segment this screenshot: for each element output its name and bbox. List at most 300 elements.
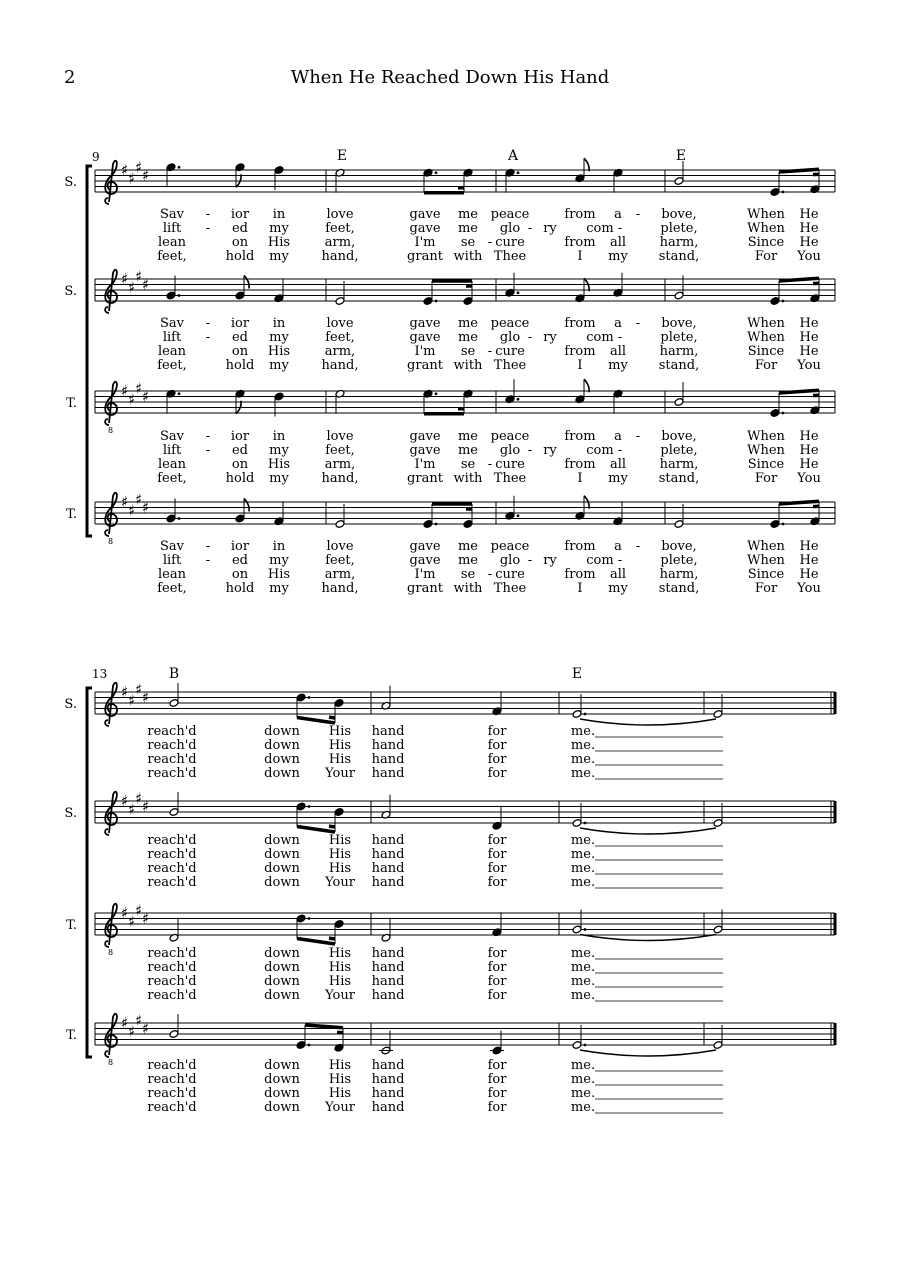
lyric-syllable: hand — [371, 861, 405, 876]
lyric-syllable: hand — [371, 974, 405, 989]
lyric-syllable: His — [328, 974, 352, 989]
lyric-syllable: harm, — [659, 457, 699, 472]
lyric-syllable: me. — [570, 847, 596, 862]
lyric-syllable: on — [231, 235, 249, 250]
lyric-syllable: ry — [543, 443, 557, 458]
lyric-syllable: reach'd — [147, 946, 197, 961]
lyric-syllable: me — [457, 443, 479, 458]
lyric-syllable: se — [460, 235, 476, 250]
lyric-syllable: reach'd — [147, 875, 197, 890]
lyric-syllable: reach'd — [147, 738, 197, 753]
lyric-syllable: reach'd — [147, 847, 197, 862]
lyric-syllable: Your — [325, 875, 355, 890]
lyric-syllable: with — [453, 249, 483, 264]
note-dot — [584, 822, 587, 825]
lyric-syllable: He — [799, 553, 819, 568]
sharp-icon: ♯ — [121, 792, 129, 810]
lyric-syllable: glo — [499, 221, 521, 236]
lyric-syllable: lean — [158, 235, 186, 250]
sharp-icon: ♯ — [135, 789, 143, 808]
lyric-syllable: Since — [747, 344, 785, 359]
page-number: 2 — [64, 67, 76, 88]
note-dot — [782, 523, 785, 526]
lyric-syllable: down — [264, 988, 300, 1003]
lyric-syllable: hand — [371, 766, 405, 781]
lyric-syllable: from — [564, 539, 596, 554]
sharp-icon: ♯ — [121, 683, 129, 701]
sharp-icon: ♯ — [121, 161, 129, 179]
sharp-icon: ♯ — [135, 490, 143, 509]
lyric-syllable: me — [457, 553, 479, 568]
lyric-syllable: - — [487, 567, 493, 582]
lyric-syllable: Sav — [159, 207, 185, 222]
system-bracket — [87, 166, 92, 536]
lyric-syllable: For — [754, 249, 778, 264]
lyric-syllable: se — [460, 344, 476, 359]
lyric-syllable: bove, — [661, 429, 697, 444]
lyric-syllable: all — [609, 235, 627, 250]
lyric-syllable: gave — [409, 429, 441, 444]
lyric-syllable: for — [487, 833, 507, 848]
note-flag — [244, 276, 249, 289]
sharp-icon: ♯ — [135, 158, 143, 177]
note-dot — [782, 300, 785, 303]
lyric-syllable: arm, — [324, 457, 356, 472]
note-dot — [178, 166, 181, 169]
lyric-syllable: I — [577, 581, 583, 596]
sharp-icon: ♯ — [142, 797, 150, 816]
lyric-syllable: He — [799, 316, 819, 331]
part-name: S. — [64, 697, 77, 712]
lyric-syllable: - — [205, 316, 211, 331]
lyric-syllable: plete, — [660, 553, 698, 568]
tie — [580, 719, 716, 725]
lyric-syllable: peace — [490, 316, 530, 331]
lyric-syllable: When — [747, 429, 785, 444]
lyric-syllable: peace — [490, 207, 530, 222]
lyric-syllable: ior — [230, 429, 250, 444]
lyric-syllable: in — [272, 316, 286, 331]
lyric-syllable: grant — [407, 358, 443, 373]
lyric-syllable: - — [205, 553, 211, 568]
note-dot — [517, 291, 520, 294]
lyric-syllable: gave — [409, 330, 441, 345]
note-beam — [329, 938, 335, 939]
lyric-syllable: grant — [407, 471, 443, 486]
note-dot — [584, 1044, 587, 1047]
lyric-syllable: hand — [371, 1100, 405, 1115]
note-dot — [308, 805, 311, 808]
lyric-syllable: When — [747, 539, 785, 554]
music-notation — [64, 158, 835, 1115]
lyric-syllable: gave — [409, 553, 441, 568]
lyric-syllable: His — [328, 1072, 352, 1087]
chord-symbol: B — [168, 666, 180, 682]
sharp-icon: ♯ — [142, 387, 150, 406]
lyric-syllable: His — [267, 567, 291, 582]
chord-symbol: A — [507, 148, 519, 164]
lyric-syllable: me. — [570, 988, 596, 1003]
lyric-syllable: - — [487, 344, 493, 359]
lyric-syllable: ry — [543, 221, 557, 236]
lyric-syllable: hand, — [321, 249, 359, 264]
page-title: When He Reached Down His Hand — [290, 67, 610, 88]
lyric-syllable: peace — [490, 539, 530, 554]
sharp-icon: ♯ — [121, 493, 129, 511]
lyric-syllable: me. — [570, 1072, 596, 1087]
lyric-syllable: - — [617, 221, 623, 236]
lyric-syllable: com — [586, 443, 614, 458]
sharp-icon: ♯ — [142, 909, 150, 928]
lyric-syllable: hand — [371, 946, 405, 961]
lyric-syllable: I — [577, 471, 583, 486]
lyric-syllable: reach'd — [147, 833, 197, 848]
sharp-icon: ♯ — [128, 278, 136, 297]
lyric-syllable: arm, — [324, 344, 356, 359]
part-name: S. — [64, 175, 77, 190]
lyric-syllable: down — [264, 974, 300, 989]
lyric-syllable: His — [328, 738, 352, 753]
lyric-syllable: down — [264, 1100, 300, 1115]
lyric-syllable: for — [487, 946, 507, 961]
lyric-syllable: When — [747, 330, 785, 345]
note-flag — [244, 499, 249, 512]
lyric-syllable: His — [328, 1058, 352, 1073]
lyric-syllable: down — [264, 1086, 300, 1101]
tie — [580, 828, 716, 834]
lyric-syllable: from — [564, 235, 596, 250]
lyric-syllable: me. — [570, 946, 596, 961]
lyric-syllable: love — [326, 429, 354, 444]
note-dot — [782, 191, 785, 194]
lyric-syllable: reach'd — [147, 974, 197, 989]
lyric-syllable: my — [269, 358, 289, 373]
lyric-syllable: down — [264, 1058, 300, 1073]
lyric-syllable: stand, — [658, 471, 700, 486]
lyric-syllable: ior — [230, 539, 250, 554]
lyric-syllable: He — [799, 207, 819, 222]
lyric-syllable: - — [487, 457, 493, 472]
lyric-syllable: When — [747, 443, 785, 458]
lyric-syllable: gave — [409, 221, 441, 236]
lyric-syllable: hand — [371, 1058, 405, 1073]
note-dot — [435, 392, 438, 395]
lyric-syllable: I'm — [414, 457, 436, 472]
sharp-icon: ♯ — [128, 169, 136, 188]
lyric-syllable: - — [527, 443, 533, 458]
sharp-icon: ♯ — [142, 498, 150, 517]
lyric-syllable: - — [527, 553, 533, 568]
tie — [580, 1050, 716, 1056]
note-dot — [178, 294, 181, 297]
lyric-syllable: down — [264, 1072, 300, 1087]
lyric-syllable: When — [747, 316, 785, 331]
lyric-syllable: gave — [409, 316, 441, 331]
lyric-syllable: He — [799, 330, 819, 345]
lyric-syllable: from — [564, 429, 596, 444]
note-dot — [584, 713, 587, 716]
lyric-syllable: ed — [231, 330, 249, 345]
note-dot — [178, 517, 181, 520]
lyric-syllable: reach'd — [147, 724, 197, 739]
lyric-syllable: me. — [570, 738, 596, 753]
lyric-syllable: plete, — [660, 330, 698, 345]
treble-clef — [105, 493, 117, 546]
lyric-syllable: You — [797, 249, 821, 264]
lyric-syllable: my — [269, 443, 289, 458]
note-dot — [517, 398, 520, 401]
lyric-syllable: hand — [371, 988, 405, 1003]
lyric-syllable: reach'd — [147, 861, 197, 876]
sharp-icon: ♯ — [142, 688, 150, 707]
octave-mark: 8 — [108, 426, 114, 435]
lyric-syllable: Since — [747, 567, 785, 582]
lyric-syllable: You — [797, 581, 821, 596]
lyric-syllable: me. — [570, 1100, 596, 1115]
lyric-syllable: me. — [570, 974, 596, 989]
note-dot — [435, 171, 438, 174]
lyric-syllable: His — [328, 847, 352, 862]
lyric-syllable: for — [487, 766, 507, 781]
lyric-syllable: Since — [747, 235, 785, 250]
lyric-syllable: love — [326, 207, 354, 222]
lyric-syllable: feet, — [325, 221, 355, 236]
lyric-syllable: down — [264, 724, 300, 739]
lyric-syllable: all — [609, 344, 627, 359]
lyric-syllable: lean — [158, 567, 186, 582]
lyric-syllable: for — [487, 861, 507, 876]
lyric-syllable: my — [608, 249, 628, 264]
lyric-syllable: me. — [570, 875, 596, 890]
lyric-syllable: Your — [325, 988, 355, 1003]
lyric-syllable: plete, — [660, 221, 698, 236]
lyric-syllable: com — [586, 553, 614, 568]
clef-curve — [105, 493, 117, 536]
lyric-syllable: arm, — [324, 235, 356, 250]
lyric-syllable: grant — [407, 249, 443, 264]
lyric-syllable: cure — [495, 567, 525, 582]
lyric-syllable: me. — [570, 1058, 596, 1073]
lyric-syllable: He — [799, 567, 819, 582]
lyric-syllable: hold — [225, 249, 255, 264]
lyric-syllable: me. — [570, 833, 596, 848]
lyric-syllable: for — [487, 988, 507, 1003]
part-name: S. — [64, 284, 77, 299]
lyric-syllable: For — [754, 471, 778, 486]
lyric-syllable: for — [487, 960, 507, 975]
lyric-syllable: reach'd — [147, 1100, 197, 1115]
lyric-syllable: down — [264, 946, 300, 961]
lyric-syllable: Sav — [159, 539, 185, 554]
sharp-icon: ♯ — [121, 382, 129, 400]
lyric-syllable: lift — [162, 330, 182, 345]
lyric-syllable: His — [328, 960, 352, 975]
lyric-syllable: He — [799, 344, 819, 359]
lyric-syllable: se — [460, 567, 476, 582]
note-beam — [329, 717, 335, 718]
lyric-syllable: lift — [162, 443, 182, 458]
lyric-syllable: all — [609, 567, 627, 582]
lyric-syllable: reach'd — [147, 766, 197, 781]
chord-symbol: E — [336, 148, 348, 164]
lyric-syllable: When — [747, 553, 785, 568]
lyric-syllable: - — [527, 221, 533, 236]
lyric-syllable: grant — [407, 581, 443, 596]
lyric-syllable: for — [487, 1072, 507, 1087]
lyric-syllable: Since — [747, 457, 785, 472]
lyric-syllable: I — [577, 358, 583, 373]
measure-number: 13 — [92, 667, 108, 681]
lyric-syllable: His — [328, 724, 352, 739]
lyric-syllable: stand, — [658, 358, 700, 373]
measure-number: 9 — [92, 150, 100, 164]
lyric-syllable: reach'd — [147, 752, 197, 767]
lyric-syllable: harm, — [659, 235, 699, 250]
sharp-icon: ♯ — [121, 904, 129, 922]
lyric-syllable: His — [267, 344, 291, 359]
system-bracket — [87, 688, 92, 1057]
treble-clef — [105, 792, 117, 835]
clef-curve — [105, 161, 117, 204]
clef-curve — [105, 382, 117, 425]
lyric-syllable: ry — [543, 553, 557, 568]
octave-mark: 8 — [108, 948, 114, 957]
note-dot — [517, 171, 520, 174]
lyric-syllable: His — [267, 235, 291, 250]
lyric-syllable: for — [487, 724, 507, 739]
treble-clef — [105, 1014, 117, 1067]
sharp-icon: ♯ — [135, 680, 143, 699]
lyric-syllable: - — [487, 235, 493, 250]
lyric-syllable: down — [264, 847, 300, 862]
lyric-syllable: lift — [162, 553, 182, 568]
lyric-syllable: my — [608, 471, 628, 486]
lyric-syllable: He — [799, 221, 819, 236]
lyric-syllable: from — [564, 344, 596, 359]
note-flag — [584, 158, 589, 171]
lyric-syllable: feet, — [157, 249, 187, 264]
lyric-syllable: with — [453, 358, 483, 373]
lyric-syllable: Sav — [159, 429, 185, 444]
treble-clef — [105, 161, 117, 204]
lyric-syllable: - — [205, 221, 211, 236]
lyric-syllable: bove, — [661, 316, 697, 331]
lyric-syllable: com — [586, 330, 614, 345]
lyric-syllable: cure — [495, 344, 525, 359]
note-dot — [308, 696, 311, 699]
lyric-syllable: me. — [570, 960, 596, 975]
lyric-syllable: my — [269, 221, 289, 236]
note-dot — [584, 928, 587, 931]
lyric-syllable: - — [617, 553, 623, 568]
lyric-syllable: in — [272, 429, 286, 444]
lyric-syllable: His — [328, 946, 352, 961]
treble-clef — [105, 270, 117, 313]
lyric-syllable: Sav — [159, 316, 185, 331]
lyric-syllable: me. — [570, 724, 596, 739]
lyric-syllable: Your — [325, 1100, 355, 1115]
part-name: T. — [66, 396, 77, 411]
lyric-syllable: down — [264, 738, 300, 753]
lyric-syllable: my — [269, 330, 289, 345]
clef-curve — [105, 904, 117, 947]
lyric-syllable: - — [527, 330, 533, 345]
lyric-syllable: love — [326, 539, 354, 554]
part-name: T. — [66, 1028, 77, 1043]
lyric-syllable: He — [799, 457, 819, 472]
sharp-icon: ♯ — [121, 1014, 129, 1032]
note-dot — [308, 1044, 311, 1047]
lyric-syllable: on — [231, 344, 249, 359]
lyric-syllable: a — [614, 429, 622, 444]
lyric-syllable: for — [487, 847, 507, 862]
sharp-icon: ♯ — [128, 390, 136, 409]
lyric-syllable: feet, — [157, 358, 187, 373]
lyric-syllable: ed — [231, 443, 249, 458]
lyric-syllable: - — [635, 316, 641, 331]
lyric-syllable: hand — [371, 833, 405, 848]
lyric-syllable: - — [617, 330, 623, 345]
lyric-syllable: all — [609, 457, 627, 472]
sharp-icon: ♯ — [128, 501, 136, 520]
lyric-syllable: for — [487, 1086, 507, 1101]
lyric-syllable: hand — [371, 847, 405, 862]
lyric-syllable: glo — [499, 330, 521, 345]
lyric-syllable: - — [205, 539, 211, 554]
lyric-syllable: Thee — [493, 249, 527, 264]
lyric-syllable: cure — [495, 235, 525, 250]
lyric-syllable: - — [205, 207, 211, 222]
clef-curve — [105, 270, 117, 313]
part-name: T. — [66, 507, 77, 522]
lyric-syllable: a — [614, 539, 622, 554]
lyric-syllable: glo — [499, 553, 521, 568]
lyric-syllable: hand, — [321, 358, 359, 373]
lyric-syllable: hand — [371, 960, 405, 975]
lyric-syllable: Thee — [493, 358, 527, 373]
lyric-syllable: down — [264, 752, 300, 767]
lyric-syllable: glo — [499, 443, 521, 458]
lyric-syllable: from — [564, 316, 596, 331]
lyric-syllable: my — [269, 581, 289, 596]
lyric-syllable: stand, — [658, 249, 700, 264]
octave-mark: 8 — [108, 1058, 114, 1067]
lyric-syllable: reach'd — [147, 960, 197, 975]
lyric-syllable: His — [328, 752, 352, 767]
sharp-icon: ♯ — [128, 800, 136, 819]
lyric-syllable: - — [635, 539, 641, 554]
lyric-syllable: down — [264, 766, 300, 781]
lyric-syllable: harm, — [659, 344, 699, 359]
sharp-icon: ♯ — [121, 270, 129, 288]
lyric-syllable: in — [272, 539, 286, 554]
lyric-syllable: gave — [409, 207, 441, 222]
lyric-syllable: I'm — [414, 344, 436, 359]
lyric-syllable: ed — [231, 553, 249, 568]
lyric-syllable: ed — [231, 221, 249, 236]
lyric-syllable: for — [487, 738, 507, 753]
lyric-syllable: down — [264, 960, 300, 975]
note-dot — [308, 917, 311, 920]
lyric-syllable: me — [457, 221, 479, 236]
lyric-syllable: hand, — [321, 471, 359, 486]
lyric-syllable: His — [328, 1086, 352, 1101]
lyric-syllable: my — [608, 581, 628, 596]
lyric-syllable: love — [326, 316, 354, 331]
lyric-syllable: - — [205, 443, 211, 458]
lyric-syllable: me — [457, 207, 479, 222]
lyric-syllable: - — [635, 429, 641, 444]
